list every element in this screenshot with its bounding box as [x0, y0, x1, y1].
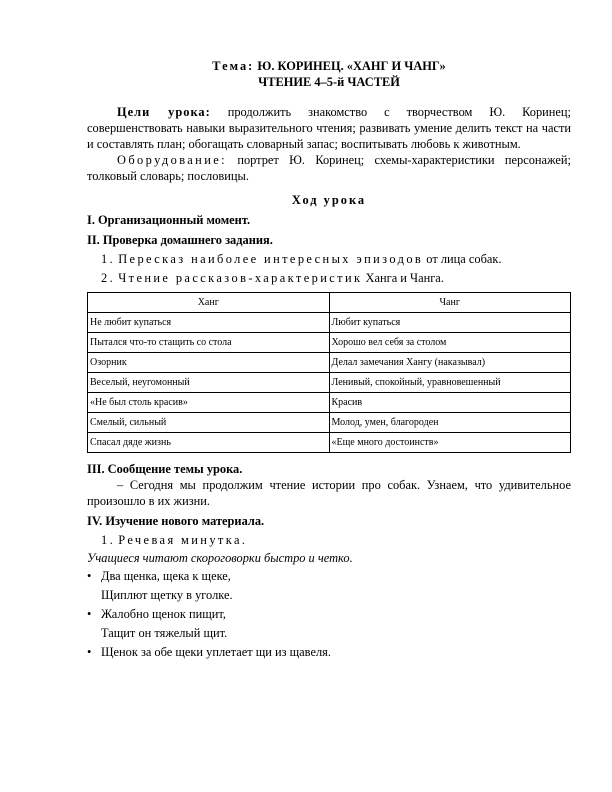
section-3-heading: III. Сообщение темы урока. [87, 462, 243, 476]
table-row [88, 433, 571, 453]
goals-label: Цели урока: [117, 105, 211, 119]
section-4-heading: IV. Изучение нового материала. [87, 514, 265, 528]
table-header-hang: Ханг [88, 293, 330, 313]
list-item [87, 568, 571, 584]
section-2-item-2 [87, 270, 571, 286]
table-cell: «Еще много достоинств» [329, 433, 571, 453]
table-cell: Молод, умен, благороден [329, 413, 571, 433]
section-3-text: – Сегодня мы продолжим чтение истории про собак. Узнаем, что удивительное произошло в их жизни. [87, 478, 571, 508]
item-spaced-text: Пересказ наиболее интересных эпизодов [118, 252, 424, 266]
item-spaced-text: Речевая минутка. [118, 533, 248, 547]
table-cell: Делал замечания Хангу (наказывал) [329, 353, 571, 373]
table-row [88, 313, 571, 333]
list-item-continuation [87, 587, 571, 603]
table-row [88, 353, 571, 373]
lesson-subtitle: ЧТЕНИЕ 4–5-й ЧАСТЕЙ [258, 75, 400, 89]
equipment-label: Оборудование: [117, 153, 227, 167]
lesson-title [87, 58, 571, 74]
table-cell: «Не был столь красив» [88, 393, 330, 413]
list-item [87, 644, 571, 660]
bullet-icon: • [87, 569, 92, 583]
table-cell: Спасал дяде жизнь [88, 433, 330, 453]
table-cell: Пытался что-то стащить со стола [88, 333, 330, 353]
table-row [88, 373, 571, 393]
table-cell: Красив [329, 393, 571, 413]
goals-text: продолжить знакомство с творчеством Ю. Коринец; совершенствовать навыки выразительного чтения; развивать умение делить текст на части и составлять план; обогащать словарный запас; воспитывать любовь к животным. [87, 105, 571, 151]
tongue-twister-list [87, 568, 571, 660]
twister-line: Щенок за обе щеки уплетает щи из щавеля. [101, 645, 331, 659]
table-header-row [88, 293, 571, 313]
item-spaced-text: Чтение рассказов-характеристик [118, 271, 363, 285]
item-text: Ханга и Чанга. [365, 271, 444, 285]
table-header-chang: Чанг [329, 293, 571, 313]
section-1-heading: I. Организационный момент. [87, 213, 251, 227]
table-row [88, 413, 571, 433]
twister-line: Щиплют щетку в уголке. [101, 588, 233, 602]
item-text: от лица собак. [426, 252, 502, 266]
list-item-continuation [87, 625, 571, 641]
list-item [87, 606, 571, 622]
equipment-paragraph [87, 152, 571, 184]
item-number: 2. [101, 271, 116, 285]
course-heading: Ход урока [291, 193, 367, 207]
section-4-item-1 [87, 532, 571, 548]
table-cell: Не любит купаться [88, 313, 330, 333]
table-row [88, 393, 571, 413]
table-row [88, 333, 571, 353]
table-cell: Хорошо вел себя за столом [329, 333, 571, 353]
twister-line: Жалобно щенок пищит, [101, 607, 227, 621]
characteristics-table [87, 292, 571, 453]
table-cell: Веселый, неугомонный [88, 373, 330, 393]
item-number: 1. [101, 252, 116, 266]
table-cell: Любит купаться [329, 313, 571, 333]
goals-paragraph [87, 104, 571, 152]
section-2-item-1 [87, 251, 571, 267]
instruction-text: Учащиеся читают скороговорки быстро и четко. [87, 551, 353, 565]
bullet-icon: • [87, 607, 92, 621]
title-prefix: Тема: [212, 59, 255, 73]
item-number: 1. [101, 533, 116, 547]
equipment-text: портрет Ю. Коринец; схемы-характеристики персонажей; толковый словарь; пословицы. [87, 153, 571, 183]
table-cell: Озорник [88, 353, 330, 373]
twister-line: Тащит он тяжелый щит. [101, 626, 228, 640]
document-page [87, 58, 571, 660]
twister-line: Два щенка, щека к щеке, [101, 569, 231, 583]
bullet-icon: • [87, 645, 92, 659]
title-text: Ю. КОРИНЕЦ. «ХАНГ И ЧАНГ» [257, 59, 446, 73]
table-cell: Смелый, сильный [88, 413, 330, 433]
section-2-heading: II. Проверка домашнего задания. [87, 233, 273, 247]
table-cell: Ленивый, спокойный, уравновешенный [329, 373, 571, 393]
